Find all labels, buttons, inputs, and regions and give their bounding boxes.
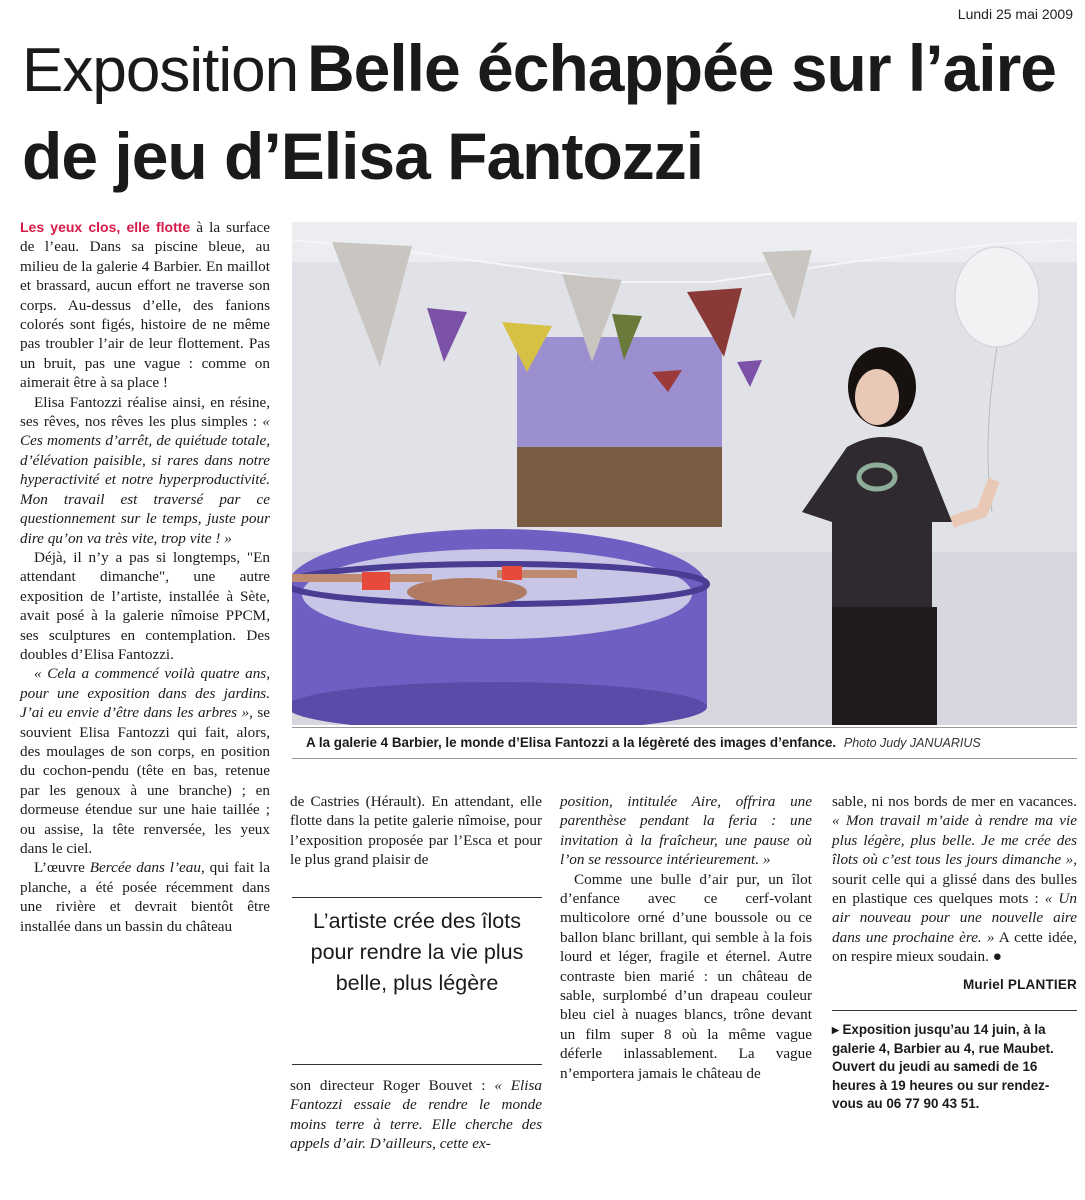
paragraph-2: Elisa Fantozzi réalise ainsi, en résine, ses rêves, nos rêves les plus simples : <box>20 393 270 431</box>
paragraph-1: à la surface de l’eau. Dans sa piscine bleue, au milieu de la galerie 4 Barbier. En maillot et brassard, aucun effort ne traverse son corps. Au-dessus d’elle, des fanions colorés sont figés, histoire de ne même pas troubler l’air de leur flottement. Pas un bruit, pas une vague : comme on aimerait être à sa place ! <box>20 219 271 392</box>
article-column-2-bottom <box>290 1076 542 1154</box>
paragraph-6: de Castries (Hérault). En attendant, elle flotte dans la petite galerie nîmoise, pour l’exposition proposée par l’Esca et pour le plus grand plaisir de <box>290 793 542 869</box>
quote-6: « Un air nouveau pour une nouvelle aire dans une prochaine ère. » <box>832 890 1077 946</box>
photo-caption <box>292 727 1077 759</box>
quote-5: « Mon travail m’aide à rendre ma vie plus légère, plus belle. Je me crée des îlots où c’est tous les jours dimanche » <box>832 812 1077 869</box>
article-column-1 <box>20 218 270 936</box>
paragraph-7: son directeur Roger Bouvet : <box>290 1077 495 1094</box>
paragraph-9-mid: , sourit celle qui a glissé dans des bulles en plastique ces quelques mots : <box>832 851 1077 908</box>
article-column-2 <box>290 792 542 870</box>
pull-quote: L’artiste crée des îlots pour rendre la vie plus belle, plus légère <box>292 897 542 1065</box>
paragraph-9: sable, ni nos bords de mer en vacances. <box>832 793 1077 810</box>
photo-credit: Photo Judy JANUARIUS <box>843 736 981 750</box>
headline-kicker: Exposition <box>22 36 299 105</box>
quote-1: « Ces moments d’arrêt, de quiétude totale, d’élévation paisible, si rares dans notre hyperactivité et notre hyperproductivité. Mon travail est traversé par ce questionnement sur le temps, juste pour dire qu’on va très vite, trop vite ! » <box>20 413 270 547</box>
paragraph-9-end: A cette idée, on respire mieux soudain. ● <box>832 928 1077 966</box>
paragraph-8: Comme une bulle d’air pur, un îlot d’enfance avec ce cerf-volant multicolore orné d’une boussole ou ce ballon blanc brillant, qui semble à la fois lourd et léger, fragile et éternel. Autre contraste bien marié : un château de sable, surplombé d’un drapeau couleur bleu ciel à nuages blancs, trône devant un film super 8 où la même vague déferle inlassablement. La vague n’emportera jamais le château de <box>560 870 812 1082</box>
paragraph-4: , se souvient Elisa Fantozzi qui fait, alors, des moulages de son corps, en position du cochon-pendu (tête en bas, retenue par les genoux à une branche) ; en dormeuse étendue sur une haie taillée ; ou assise, la tête renversée, les yeux dans le ciel. <box>20 704 270 857</box>
headline-title: Belle échappée sur l’aire de jeu d’Elisa Fantozzi <box>22 31 1057 193</box>
paragraph-3: Déjà, il n’y a pas si longtemps, "En attendant dimanche", une autre exposition de l’artiste, installée à Sète, avait posé à la galerie nîmoise PPCM, ses sculptures en contemplation. Des doubles d’Elisa Fantozzi. <box>20 548 270 663</box>
photo-illustration <box>292 222 1077 725</box>
article-column-4 <box>832 792 1077 1114</box>
caption-text: A la galerie 4 Barbier, le monde d’Elisa Fantozzi a la légèreté des images d’enfance. <box>306 735 837 750</box>
paragraph-5-end: , qui fait la planche, a été posée récemment dans une rivière et devrait bientôt être installée dans un bassin du château <box>20 859 270 935</box>
headline <box>22 30 1072 206</box>
quote-3: « Elisa Fantozzi essaie de rendre le monde moins terre à terre. Elle cherche des appels d’air. D’ailleurs, cette ex- <box>290 1077 542 1153</box>
paragraph-5: L’œuvre <box>34 859 90 877</box>
article-column-3 <box>560 792 812 1083</box>
article-photo <box>292 222 1077 725</box>
author-signature: Muriel PLANTIER <box>962 976 1077 992</box>
quote-4: position, intitulée Aire, offrira une parenthèse pendant la feria : une invitation à la fraîcheur, une pause où l’on se ressource intérieurement. » <box>560 793 812 869</box>
artwork-title: Bercée dans l’eau <box>89 859 201 877</box>
exhibition-info: ▸ Exposition jusqu’au 14 juin, à la galerie 4, Barbier au 4, rue Maubet. Ouvert du jeudi au samedi de 16 heures à 19 heures ou sur rendez-vous au 06 77 90 43 51. <box>832 1010 1077 1114</box>
lead-in: Les yeux clos, elle flotte <box>20 219 191 235</box>
quote-2: « Cela a commencé voilà quatre ans, pour une exposition dans des jardins. J’ai eu envie d’être dans les arbres » <box>20 665 270 722</box>
issue-date: Lundi 25 mai 2009 <box>957 6 1073 22</box>
